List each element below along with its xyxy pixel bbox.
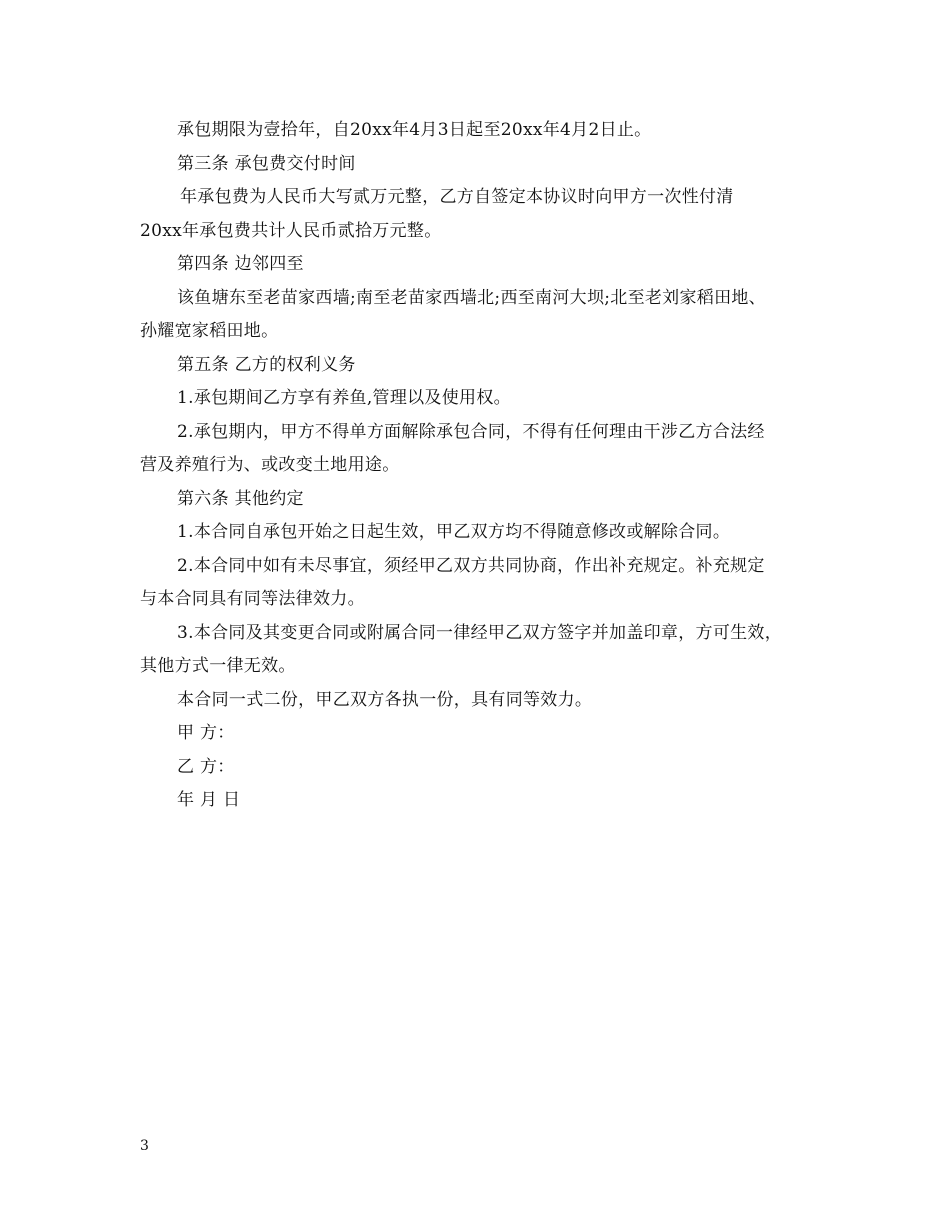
paragraph-term-period: 承包期限为壹拾年，自20xx年4月3日起至20xx年4月2日止。 [177, 120, 652, 140]
heading-article-4: 第四条 边邻四至 [177, 254, 304, 274]
paragraph-boundaries: 该鱼塘东至老苗家西墙;南至老苗家西墙北;西至南河大坝;北至老刘家稻田地、 [177, 287, 766, 308]
clause-6-3-cont: 其他方式一律无效。 [140, 656, 296, 676]
page-number: 3 [140, 1138, 149, 1154]
signature-party-a: 甲 方： [177, 723, 235, 743]
heading-article-3: 第三条 承包费交付时间 [177, 153, 356, 174]
paragraph-annual-fee-cont: 20xx年承包费共计人民币贰拾万元整。 [140, 220, 442, 241]
paragraph-annual-fee: 年承包费为人民币大写贰万元整，乙方自签定本协议时向甲方一次性付清 [180, 187, 734, 207]
clause-5-2-cont: 营及养殖行为、或改变土地用途。 [140, 455, 400, 475]
signature-party-b: 乙 方： [177, 756, 235, 777]
clause-6-3: 3.本合同及其变更合同或附属合同一律经甲乙双方签字并加盖印章，方可生效， [177, 622, 783, 643]
signature-date: 年 月 日 [177, 790, 241, 810]
clause-6-2: 2.本合同中如有未尽事宜，须经甲乙双方共同协商，作出补充规定。补充规定 [177, 555, 765, 576]
clause-5-2: 2.承包期内，甲方不得单方面解除承包合同，不得有任何理由干涉乙方合法经 [177, 421, 765, 442]
heading-article-5: 第五条 乙方的权利义务 [177, 354, 356, 375]
clause-6-1: 1.本合同自承包开始之日起生效，甲乙双方均不得随意修改或解除合同。 [177, 522, 731, 542]
heading-article-6: 第六条 其他约定 [177, 488, 304, 509]
paragraph-copies: 本合同一式二份，甲乙双方各执一份，具有同等效力。 [177, 689, 593, 710]
paragraph-boundaries-cont: 孙耀宽家稻田地。 [140, 321, 279, 341]
clause-5-1: 1.承包期间乙方享有养鱼,管理以及使用权。 [177, 388, 511, 408]
contract-body [140, 114, 820, 818]
clause-6-2-cont: 与本合同具有同等法律效力。 [140, 589, 365, 609]
